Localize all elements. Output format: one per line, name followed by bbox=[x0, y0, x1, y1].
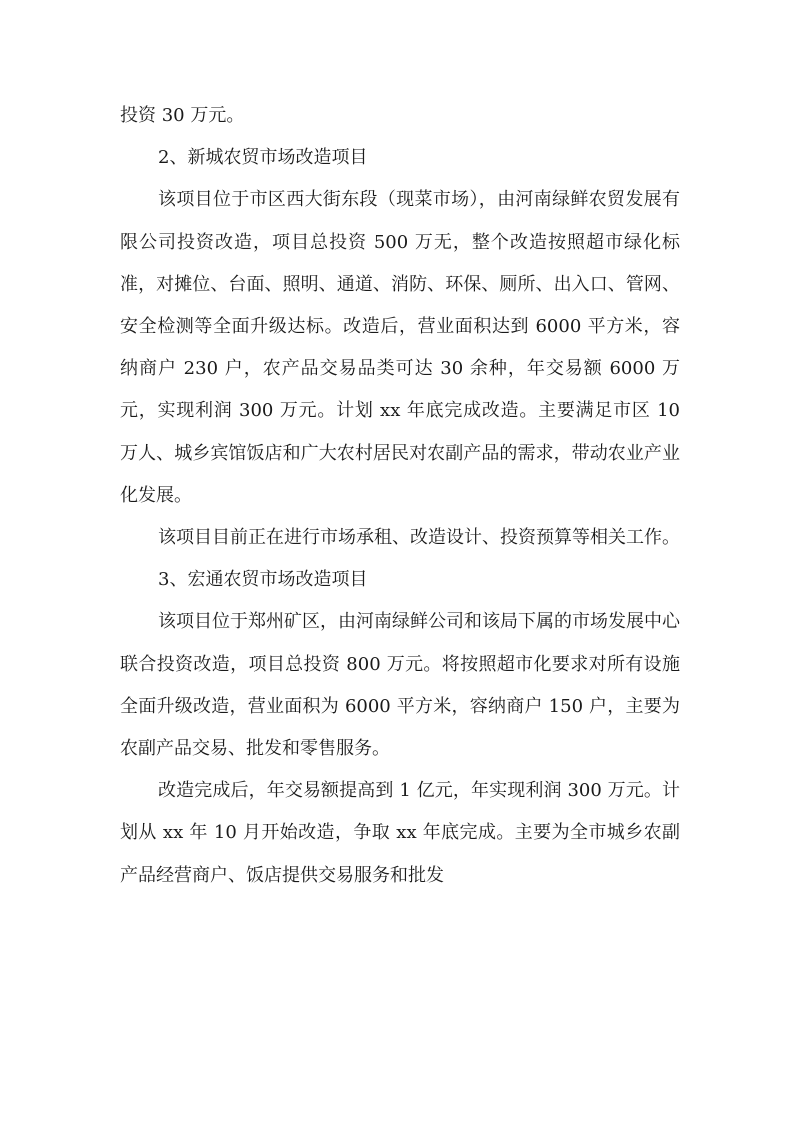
paragraph-continuation: 投资 30 万元。 bbox=[120, 105, 245, 126]
paragraph-hongtong-description: 该项目位于郑州矿区，由河南绿鲜公司和该局下属的市场发展中心联合投资改造，项目总投资 800 万元。将按照超市化要求对所有设施全面升级改造，营业面积为 6000 平方米，容纳商户 150 户，主要为农副产品交易、批发和零售服务。 bbox=[120, 611, 680, 760]
paragraph-hongtong-outcome: 改造完成后，年交易额提高到 1 亿元，年实现利润 300 万元。计划从 xx 年 10 月开始改造，争取 xx 年底完成。主要为全市城乡农副产品经营商户、饭店提供交易服务和批发 bbox=[120, 780, 680, 886]
section-heading-3: 3、宏通农贸市场改造项目 bbox=[158, 569, 368, 591]
document-body bbox=[120, 95, 680, 897]
section-heading-2: 2、新城农贸市场改造项目 bbox=[158, 147, 368, 169]
paragraph-xincheng-description: 该项目位于市区西大街东段（现菜市场），由河南绿鲜农贸发展有限公司投资改造，项目总投资 500 万无，整个改造按照超市绿化标准，对摊位、台面、照明、通道、消防、环保、厕所、出入口、管网、安全检测等全面升级达标。改造后，营业面积达到 6000 平方米，容纳商户 230 户，农产品交易品类可达 30 余种，年交易额 6000 万元，实现利润 300 万元。计划 xx 年底完成改造。主要满足市区 10 万人、城乡宾馆饭店和广大农村居民对农副产品的需求，带动农业产业化发展。 bbox=[120, 189, 680, 506]
paragraph-xincheng-status: 该项目目前正在进行市场承租、改造设计、投资预算等相关工作。 bbox=[158, 527, 680, 549]
